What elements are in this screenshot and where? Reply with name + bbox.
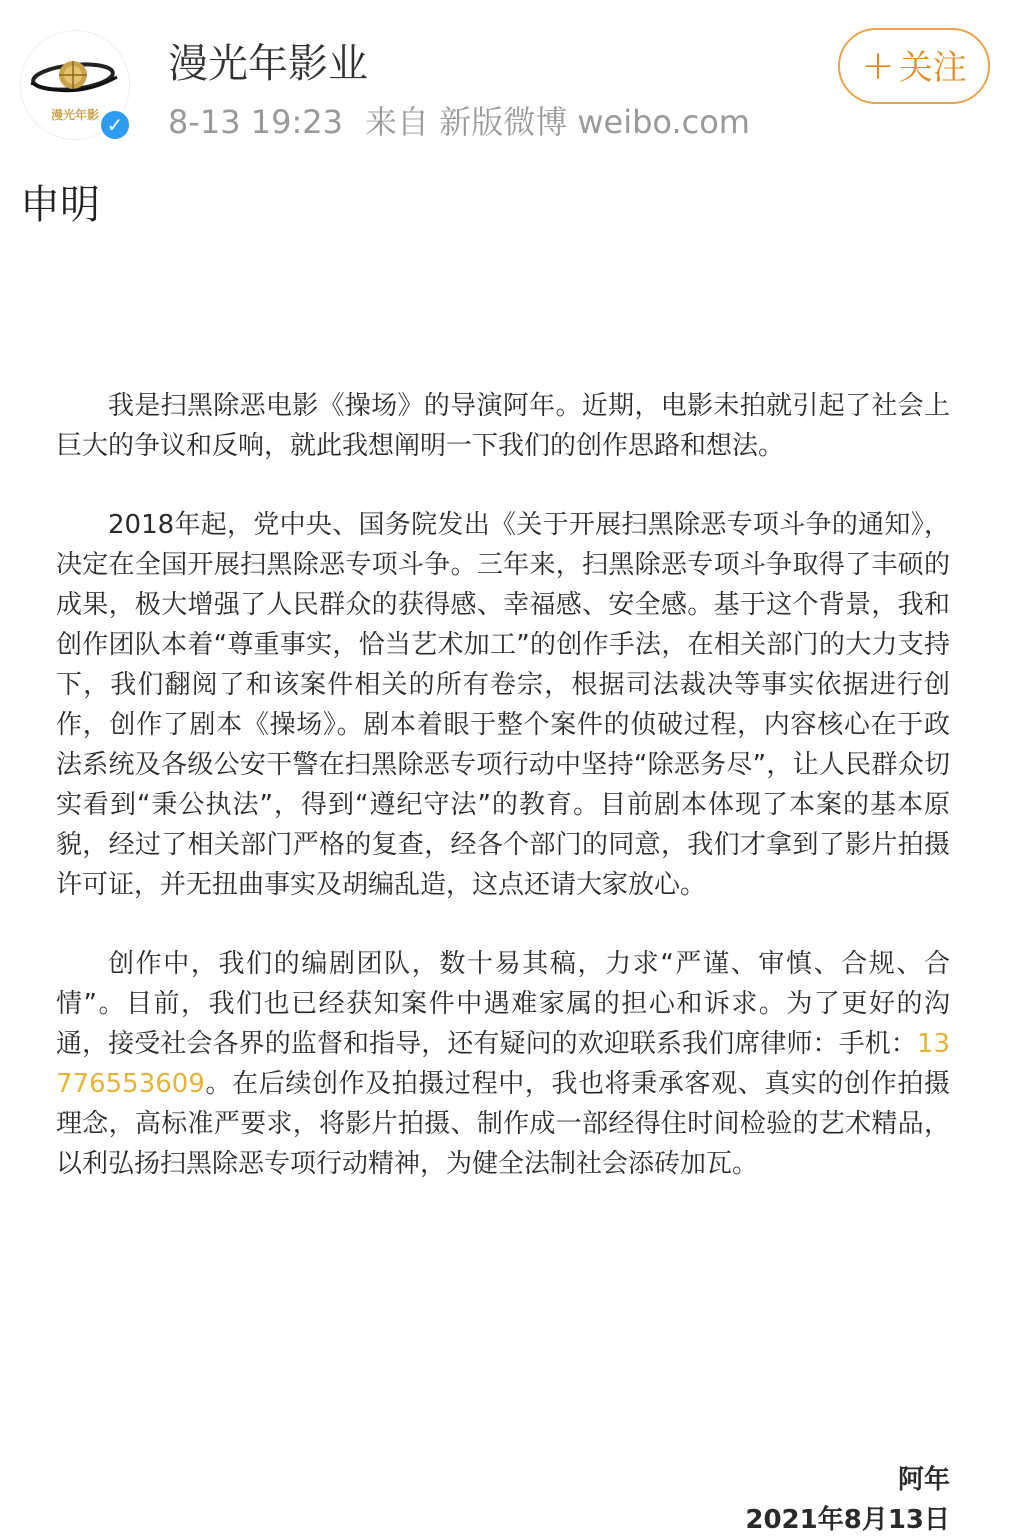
post-meta: [168, 102, 772, 142]
statement-paragraph: 我是扫黑除恶电影《操场》的导演阿年。近期，电影未拍就引起了社会上巨大的争议和反响，就此我想阐明一下我们的创作思路和想法。: [56, 391, 950, 461]
verified-badge-icon: ✓: [98, 108, 132, 142]
statement-paragraph: 2018年起，党中央、国务院发出《关于开展扫黑除恶专项斗争的通知》，决定在全国开展扫黑除恶专项斗争。三年来，扫黑除恶专项斗争取得了丰硕的成果，极大增强了人民群众的获得感、幸福感、安全感。基于这个背景，我和创作团队本着“尊重事实，恰当艺术加工”的创作手法，在相关部门的大力支持下，我们翻阅了和该案件相关的所有卷宗，根据司法裁决等事实依据进行创作，创作了剧本《操场》。剧本着眼于整个案件的侦破过程，内容核心在于政法系统及各级公安干警在扫黑除恶专项行动中坚持“除恶务尽”，让人民群众切实看到“秉公执法”，得到“遵纪守法”的教育。目前剧本体现了本案的基本原貌，经过了相关部门严格的复查，经各个部门的同意，我们才拿到了影片拍摄许可证，并无扭曲事实及胡编乱造，这点还请大家放心。: [56, 510, 950, 900]
paragraph-text: 。在后续创作及拍摄过程中，我也将秉承客观、真实的创作拍摄理念，高标准严要求，将影片拍摄、制作成一部经得住时间检验的艺术精品，以利弘扬扫黑除恶专项行动精神，为健全法制社会添砖加瓦。: [56, 1069, 950, 1179]
signature-date: 2021年8月13日: [745, 1505, 950, 1535]
paragraph-text: 创作中，我们的编剧团队，数十易其稿，力求“严谨、审慎、合规、合情”。目前，我们也已经获知案件中遇难家属的担心和诉求。为了更好的沟通，接受社会各界的监督和指导，还有疑问的欢迎联系我们席律师：手机：: [56, 949, 950, 1059]
follow-button[interactable]: [838, 28, 990, 104]
post-header: [0, 0, 1024, 160]
post-title: 申明: [20, 182, 100, 228]
plus-icon: +: [861, 43, 895, 89]
signature-name: 阿年: [897, 1465, 950, 1495]
post-source[interactable]: 来自 新版微博 weibo.com: [365, 103, 750, 141]
statement-paragraph: [56, 944, 950, 1184]
phone-number-link[interactable]: 13776553609: [56, 1029, 950, 1099]
post-timestamp: 8-13 19:23: [168, 103, 344, 141]
statement-signature: [745, 1460, 950, 1540]
account-name[interactable]: 漫光年影业: [168, 41, 368, 87]
follow-button-label: 关注: [898, 48, 967, 88]
svg-text:漫光年影: 漫光年影: [50, 108, 100, 122]
statement-body: [56, 386, 950, 1223]
